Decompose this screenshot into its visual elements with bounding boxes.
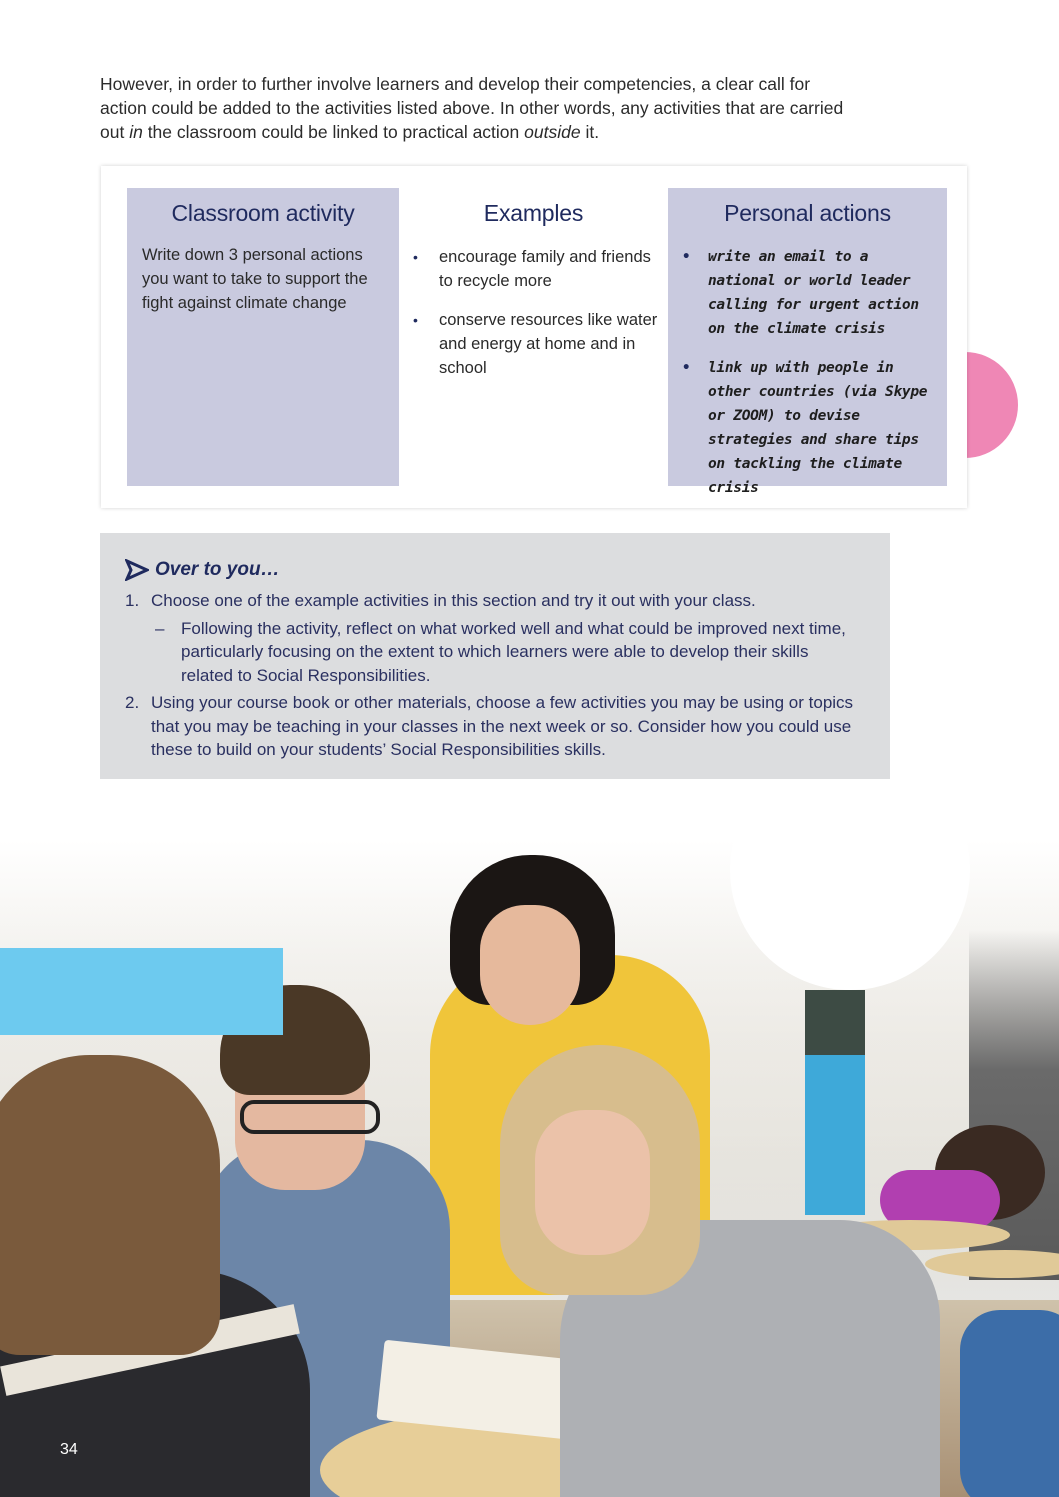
column-title: Classroom activity	[171, 200, 355, 226]
bullet-icon: •	[682, 249, 691, 265]
list-item	[413, 308, 658, 380]
intro-text-2: the classroom could be linked to practical action	[142, 122, 525, 142]
photo-teacher-face	[480, 905, 580, 1025]
intro-paragraph	[100, 72, 860, 144]
over-to-you-list	[125, 589, 865, 762]
blue-rectangle-decoration	[0, 948, 283, 1035]
numbered-item	[125, 589, 865, 687]
classroom-activity-column	[127, 188, 399, 486]
personal-actions-list	[668, 227, 947, 500]
photo-poster	[805, 990, 865, 1055]
photo-poster	[805, 1055, 865, 1215]
over-to-you-title: Over to you…	[155, 559, 280, 580]
list-item-text: link up with people in other countries (via Skype or ZOOM) to devise strategies and share tips on tackling the climate crisis	[708, 360, 928, 496]
numbered-item	[125, 691, 865, 762]
item-number: 1.	[125, 591, 140, 610]
column-body: Write down 3 personal actions you want to take to support the fight against climate change	[142, 246, 368, 312]
photo-left-student-hair	[0, 1055, 220, 1355]
examples-list	[399, 227, 668, 380]
list-item-text: conserve resources like water and energy at home and in school	[439, 311, 658, 377]
intro-text-3: it.	[580, 122, 600, 142]
bullet-icon: •	[413, 312, 418, 328]
item-text: Using your course book or other materials, choose a few activities you may be using or topics that you may be teaching in your classes in the next week or so. Consider how you could use these to build on your students’ Social Responsibilities skills.	[151, 693, 854, 759]
item-number: 2.	[125, 693, 140, 712]
item-text: Choose one of the example activities in this section and try it out with your class.	[151, 591, 756, 610]
over-to-you-heading	[125, 559, 280, 581]
activity-table-card	[101, 166, 967, 508]
over-to-you-box	[100, 533, 890, 779]
intro-emphasis-in: in	[129, 122, 143, 142]
examples-column	[399, 188, 668, 486]
classroom-photo	[0, 840, 1059, 1497]
sub-item-text: Following the activity, reflect on what worked well and what could be improved next time, particularly focusing on the extent to which learners were able to develop their skills related to Social Responsibilities.	[181, 618, 846, 685]
list-item	[682, 245, 937, 341]
photo-chair	[960, 1310, 1059, 1497]
column-title: Examples	[483, 200, 584, 226]
dash-icon: –	[155, 618, 165, 638]
intro-emphasis-outside: outside	[524, 122, 581, 142]
intro-text-1: However, in order to further involve learners and develop their competencies, a clear call for action could be added to the activities listed above. In other words, any activities that are carried out	[100, 74, 844, 142]
page-number: 34	[60, 1441, 78, 1458]
photo-glasses	[240, 1100, 380, 1134]
personal-actions-column	[668, 188, 947, 496]
list-item-text: write an email to a national or world leader calling for urgent action on the climate crisis	[708, 249, 919, 337]
bullet-icon: •	[682, 360, 691, 376]
double-chevron-right-icon	[125, 559, 149, 581]
sub-item	[151, 617, 865, 688]
photo-girl-face	[535, 1110, 650, 1255]
list-item	[413, 245, 658, 293]
list-item-text: encourage family and friends to recycle more	[439, 248, 651, 290]
column-title: Personal actions	[724, 200, 891, 226]
list-item	[682, 356, 937, 500]
bullet-icon: •	[413, 249, 418, 265]
